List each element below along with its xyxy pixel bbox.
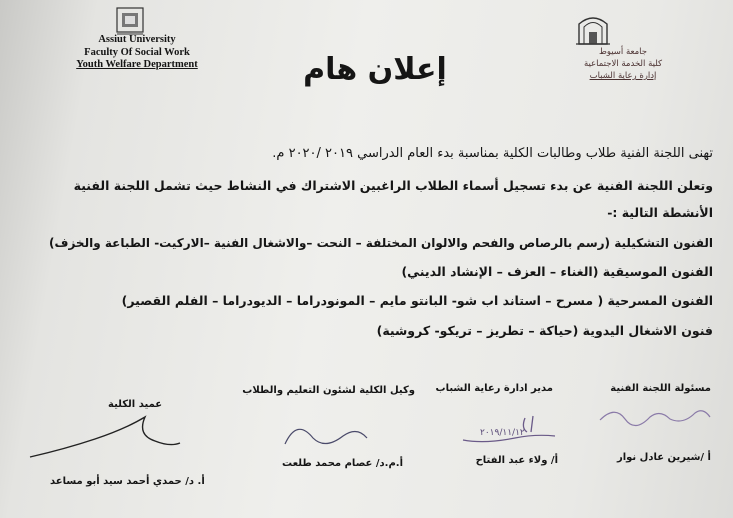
faculty-logo — [114, 6, 146, 36]
body-line-registration: وتعلن اللجنة الفنية عن بدء تسجيل أسماء الطلاب الراغبين الاشتراك في النشاط حيث تشمل اللجنة الفنية — [73, 178, 713, 193]
faculty-name: Faculty Of Social Work — [84, 46, 190, 58]
signature-dean — [25, 405, 185, 465]
university-logo — [573, 10, 613, 46]
faculty-name-ar: كلية الخدمة الاجتماعية — [583, 59, 663, 69]
body-line-congratulation: تهنى اللجنة الفنية طلاب وطالبات الكلية بمناسبة بدء العام الدراسي ٢٠١٩ /٢٠٢٠ م. — [272, 146, 713, 161]
signature-title-dean: عميد الكلية — [108, 399, 163, 410]
signature-name-youth-welfare: أ/ ولاء عبد الفتاح — [475, 455, 558, 466]
body-line-music: الفنون الموسيقية (الغناء – العزف – الإنشاد الديني) — [401, 264, 713, 279]
body-line-activities-heading: الأنشطة التالية :- — [607, 205, 713, 220]
body-line-handicrafts: فنون الاشغال اليدوية (حياكة – تطريز – تريكو- كروشية) — [376, 323, 713, 338]
university-name-ar: جامعة أسيوط — [598, 47, 648, 57]
signature-title-vice-dean: وكيل الكلية لشئون التعليم والطلاب — [242, 385, 415, 396]
body-line-fine-arts: الفنون التشكيلية (رسم بالرصاص والفحم والالوان المختلفة – النحت –والاشغال الفنية –الاركيت- الطباعة والخزف) — [49, 236, 713, 250]
body-line-theatre: الفنون المسرحية ( مسرح – استاند اب شو- البانتو مايم – المونودراما – الديودراما – الفلم القصير) — [121, 293, 713, 308]
signature-vice-dean — [275, 408, 385, 453]
signature-name-dean: أ. د/ حمدي أحمد سيد أبو مساعد — [50, 476, 205, 487]
university-name: Assiut University — [98, 34, 176, 45]
department-name: Youth Welfare Department — [76, 59, 198, 70]
arabic-header — [543, 46, 703, 82]
signature-name-vice-dean: أ.م.د/ عصام محمد طلعت — [282, 458, 403, 469]
signature-date: ٢٠١٩/١١/١٢ — [480, 428, 525, 438]
english-header — [62, 34, 212, 72]
announcement-title: إعلان هام — [303, 52, 447, 87]
signature-title-art-committee: مسئولة اللجنة الفنية — [610, 383, 711, 394]
signature-title-youth-welfare: مدير ادارة رعاية الشباب — [435, 383, 553, 394]
signature-name-art-committee: أ /شيرين عادل نوار — [616, 452, 711, 463]
signature-art-committee — [595, 395, 715, 435]
department-name-ar: إدارة رعاية الشباب — [589, 71, 657, 81]
